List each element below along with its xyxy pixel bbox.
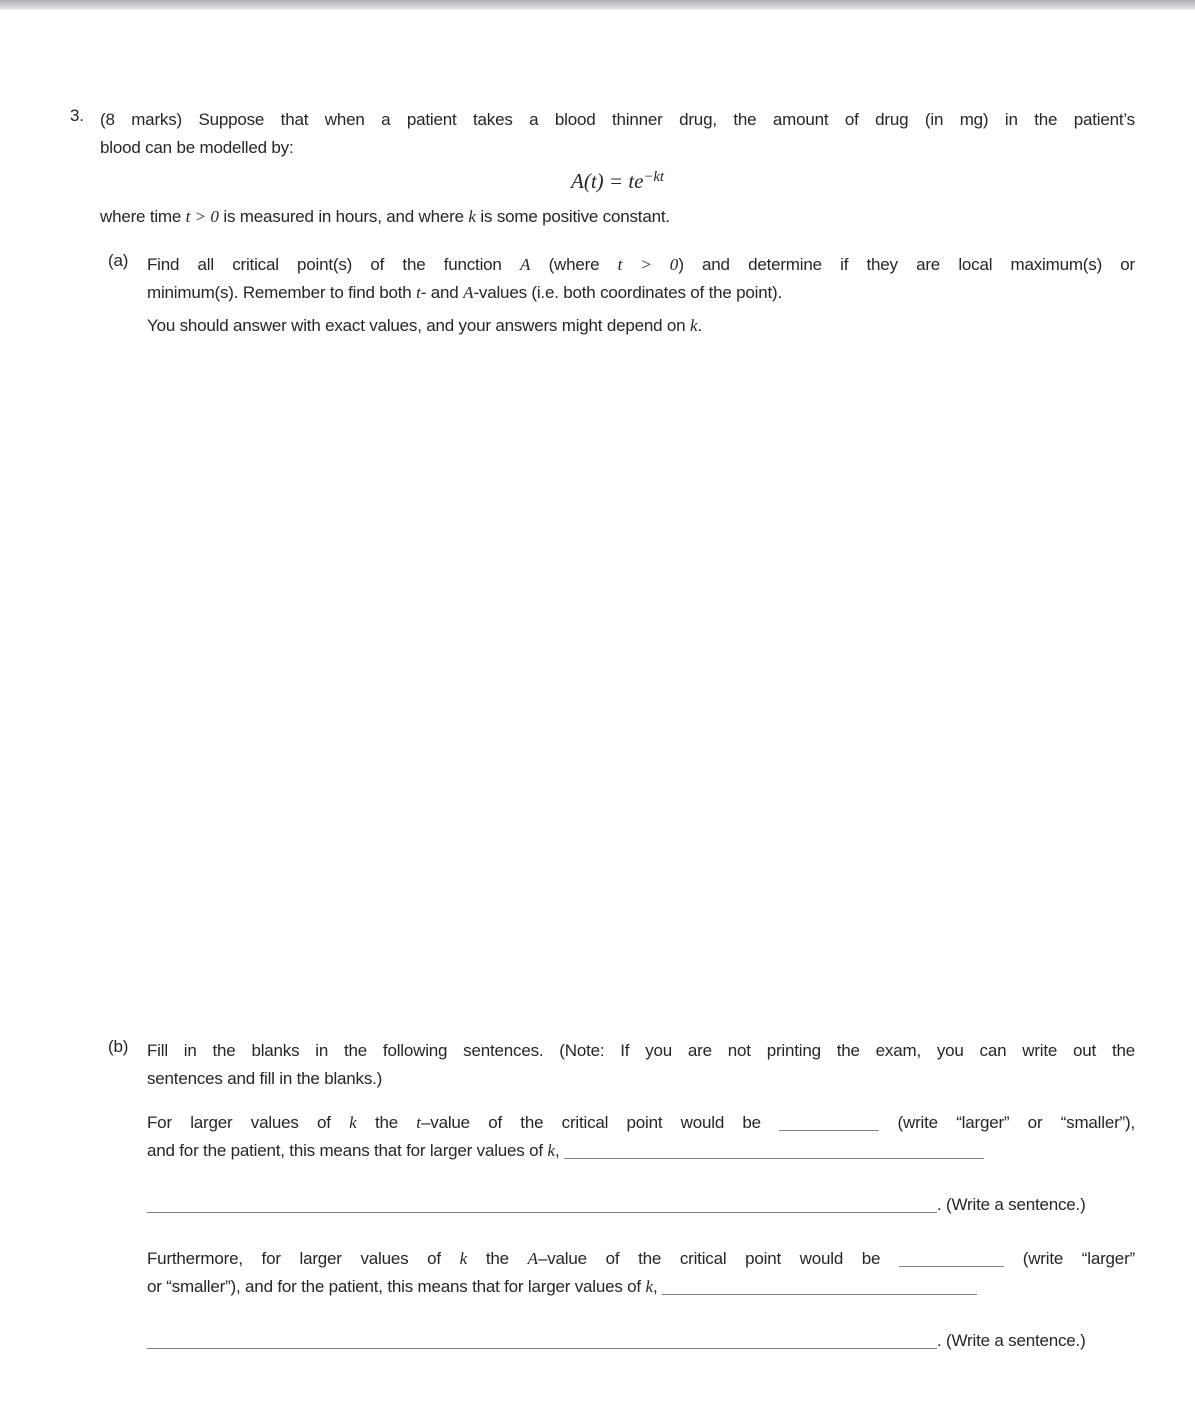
fill-in-blank-line xyxy=(662,1290,977,1295)
text-run: . (Write a sentence.) xyxy=(937,1195,1086,1214)
text-line xyxy=(147,251,1135,279)
part-a-label: (a) xyxy=(108,251,129,270)
text-run: , xyxy=(554,1141,565,1160)
math-text: A(t) = te xyxy=(571,169,644,193)
math-text: A xyxy=(463,283,474,302)
text-line xyxy=(100,162,1135,197)
fill-in-sentence-2-continuation xyxy=(147,1327,1135,1355)
text-line xyxy=(147,1109,1135,1137)
text-line xyxy=(100,203,1135,231)
text-run: Fill in the blanks in the following sentences. (Note: If you are not printing the exam, you can write out the xyxy=(147,1041,1135,1060)
math-text: k xyxy=(547,1141,555,1160)
fill-in-sentence-1-continuation xyxy=(147,1191,1135,1219)
fill-in-sentence-2 xyxy=(147,1245,1135,1301)
text-run: (8 marks) Suppose that when a patient takes a blood thinner drug, the amount of drug (in mg) in the patient’s xyxy=(100,110,1135,129)
where-clause xyxy=(100,203,1135,231)
text-run: is some positive constant. xyxy=(475,207,670,226)
text-run: and for the patient, this means that for larger values of xyxy=(147,1141,548,1160)
fill-in-sentence-1 xyxy=(147,1109,1135,1165)
question-3 xyxy=(70,106,1135,1355)
fill-in-blank-line xyxy=(147,1344,937,1349)
fill-in-blank-line xyxy=(779,1126,879,1131)
text-line xyxy=(147,312,1135,340)
question-number: 3. xyxy=(70,106,84,125)
text-run: , xyxy=(653,1277,663,1296)
fill-in-blank-line xyxy=(564,1154,984,1159)
text-line xyxy=(147,1273,1135,1301)
text-run: Find all critical point(s) of the function xyxy=(147,255,520,274)
math-text: k xyxy=(459,1249,468,1268)
text-run: sentences and fill in the blanks.) xyxy=(147,1069,383,1088)
text-run: (write “larger” or “smaller”), xyxy=(879,1113,1135,1132)
text-line xyxy=(147,1245,1135,1273)
text-run: the xyxy=(356,1113,417,1132)
text-run: –value of the critical point would be xyxy=(538,1249,900,1268)
part-b xyxy=(100,1037,1135,1355)
text-line xyxy=(100,134,1135,162)
text-run: For larger values of xyxy=(147,1113,350,1132)
math-text: A xyxy=(527,1249,538,1268)
text-line xyxy=(147,1137,1135,1165)
part-a-paragraph-2 xyxy=(147,312,1135,340)
text-run: Furthermore, for larger values of xyxy=(147,1249,460,1268)
text-run: . (Write a sentence.) xyxy=(937,1331,1086,1350)
question-body xyxy=(100,106,1135,1355)
math-text: t xyxy=(416,1113,422,1132)
math-text: A xyxy=(519,255,531,274)
text-run: is measured in hours, and where xyxy=(218,207,469,226)
question-intro xyxy=(100,106,1135,162)
text-run: You should answer with exact values, and your answers might depend on xyxy=(147,316,690,335)
text-run: minimum(s). Remember to find both xyxy=(147,283,417,302)
text-run: where time xyxy=(100,207,186,226)
text-run: . xyxy=(697,316,703,335)
formula-A-of-t xyxy=(100,162,1135,197)
math-text: k xyxy=(468,207,476,226)
fill-in-blank-line xyxy=(147,1208,937,1213)
part-b-label: (b) xyxy=(108,1037,129,1056)
part-b-intro xyxy=(147,1037,1135,1093)
text-run: (write “larger” xyxy=(1004,1249,1135,1268)
text-run: blood can be modelled by: xyxy=(100,138,294,157)
text-line xyxy=(147,1191,1135,1219)
text-run: or “smaller”), and for the patient, this means that for larger values of xyxy=(147,1277,646,1296)
text-run: - and xyxy=(420,283,464,302)
part-a-paragraph-1 xyxy=(147,251,1135,307)
math-text: k xyxy=(689,316,698,335)
math-text: t > 0 xyxy=(617,255,679,274)
fill-in-blank-line xyxy=(899,1262,1004,1267)
exam-page xyxy=(0,10,1195,1355)
text-run: -values (i.e. both coordinates of the point). xyxy=(473,283,782,302)
part-a xyxy=(100,251,1135,340)
text-line xyxy=(147,1327,1135,1355)
math-text: t > 0 xyxy=(185,207,219,226)
text-run: –value of the critical point would be xyxy=(421,1113,780,1132)
part-b-body xyxy=(147,1037,1135,1355)
math-text: k xyxy=(349,1113,357,1132)
part-a-body xyxy=(147,251,1135,340)
window-top-edge xyxy=(0,0,1195,10)
text-run: the xyxy=(467,1249,528,1268)
text-run: (where xyxy=(530,255,618,274)
text-run: ) and determine if they are local maximum(s) or xyxy=(678,255,1136,274)
text-line xyxy=(147,1037,1135,1065)
text-line xyxy=(147,279,1135,307)
text-line xyxy=(147,1065,1135,1093)
math-text: t xyxy=(416,283,421,302)
text-line xyxy=(100,106,1135,134)
math-text: −kt xyxy=(643,169,664,185)
math-text: k xyxy=(645,1277,654,1296)
